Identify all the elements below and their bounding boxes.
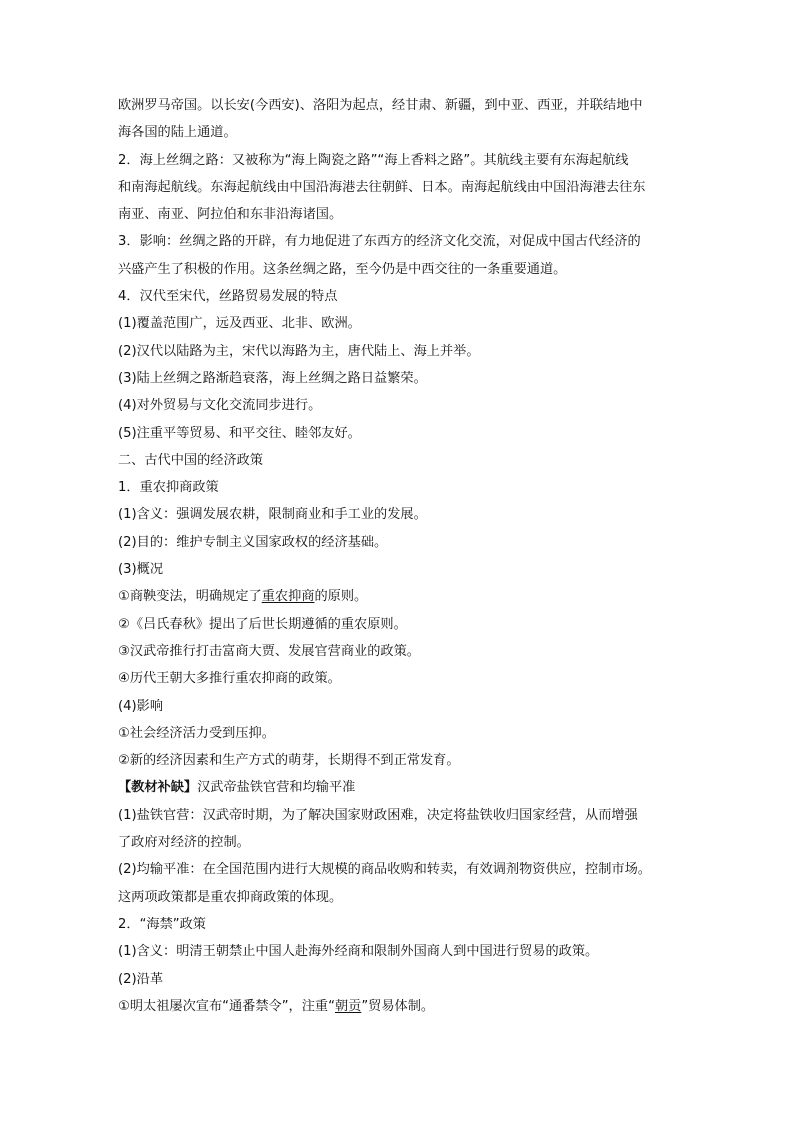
text-span: ①商鞅变法，明确规定了 (118, 589, 262, 605)
text-line: ②《吕氏春秋》提出了后世长期遵循的重农原则。 (118, 616, 407, 632)
text-line: 南亚、南亚、阿拉伯和东非沿海诸国。 (118, 207, 343, 223)
text-line: (4)对外贸易与文化交流同步进行。 (118, 398, 322, 414)
text-line: 兴盛产生了积极的作用。这条丝绸之路，至今仍是中西交往的一条重要通道。 (118, 261, 567, 277)
text-line: 这两项政策都是重农抑商政策的体现。 (118, 889, 343, 905)
text-line: (1)含义：明清王朝禁止中国人赴海外经商和限制外国商人到中国进行贸易的政策。 (118, 944, 599, 960)
text-line: 4．汉代至宋代，丝路贸易发展的特点 (118, 289, 338, 305)
text-line (118, 993, 682, 1020)
text-span: 的原则。 (314, 589, 368, 605)
text-line: ②新的经济因素和生产方式的萌芽，长期得不到正常发育。 (118, 753, 460, 769)
text-span: ①明太祖屡次宣布“通番禁令”，注重“ (118, 998, 335, 1014)
text-line: (1)覆盖范围广，远及西亚、北非、欧洲。 (118, 316, 361, 332)
text-line: ④历代王朝大多推行重农抑商的政策。 (118, 671, 341, 687)
text-line: (4)影响 (118, 698, 164, 714)
text-line: ①社会经济活力受到压抑。 (118, 725, 275, 741)
text-line: (2)沿革 (118, 971, 164, 987)
text-line: (2)均输平准：在全国范围内进行大规模的商品收购和转卖，有效调剂物资供应，控制市场。 (118, 862, 651, 878)
text-line: (1)盐铁官营：汉武帝时期，为了解决国家财政困难，决定将盐铁收归国家经营，从而增强 (118, 807, 638, 823)
text-line: 2．海上丝绸之路：又被称为“海上陶瓷之路”“海上香料之路”。其航线主要有东海起航线 (118, 152, 629, 168)
text-line: (2)目的：维护专制主义国家政权的经济基础。 (118, 534, 388, 550)
section-heading: 二、古代中国的经济政策 (118, 452, 264, 468)
text-line: (3)陆上丝绸之路渐趋衰落，海上丝绸之路日益繁荣。 (118, 370, 427, 386)
supplement-title: 汉武帝盐铁官营和均输平准 (197, 780, 356, 796)
text-line: 和南海起航线。东海起航线由中国沿海港去往朝鲜、日本。南海起航线由中国沿海港去往东 (118, 179, 646, 195)
text-line: (2)汉代以陆路为主，宋代以海路为主，唐代陆上、海上并举。 (118, 343, 480, 359)
text-line: 欧洲罗马帝国。以长安(今西安)、洛阳为起点，经甘肃、新疆，到中亚、西亚，并联结地中 (118, 98, 643, 113)
underlined-term: 重农抑商 (261, 589, 315, 605)
text-line: (1)含义：强调发展农耕，限制商业和手工业的发展。 (118, 507, 427, 523)
text-line: (5)注重平等贸易、和平交往、睦邻友好。 (118, 425, 361, 441)
supplement-heading (118, 774, 682, 801)
text-line: (3)概况 (118, 562, 164, 578)
document-page (118, 92, 682, 1020)
text-line: 海各国的陆上通道。 (118, 125, 237, 141)
text-line: 了政府对经济的控制。 (118, 835, 250, 851)
supplement-tag: 【教材补缺】 (118, 780, 198, 796)
text-line: 3．影响：丝绸之路的开辟，有力地促进了东西方的经济文化交流，对促成中国古代经济的 (118, 234, 641, 250)
text-line (118, 583, 682, 610)
subsection-heading: 2．“海禁”政策 (118, 916, 206, 932)
text-span: ”贸易体制。 (361, 998, 435, 1014)
underlined-term: 朝贡 (334, 998, 362, 1014)
subsection-heading: 1．重农抑商政策 (118, 480, 219, 496)
text-line: ③汉武帝推行打击富商大贾、发展官营商业的政策。 (118, 643, 420, 659)
